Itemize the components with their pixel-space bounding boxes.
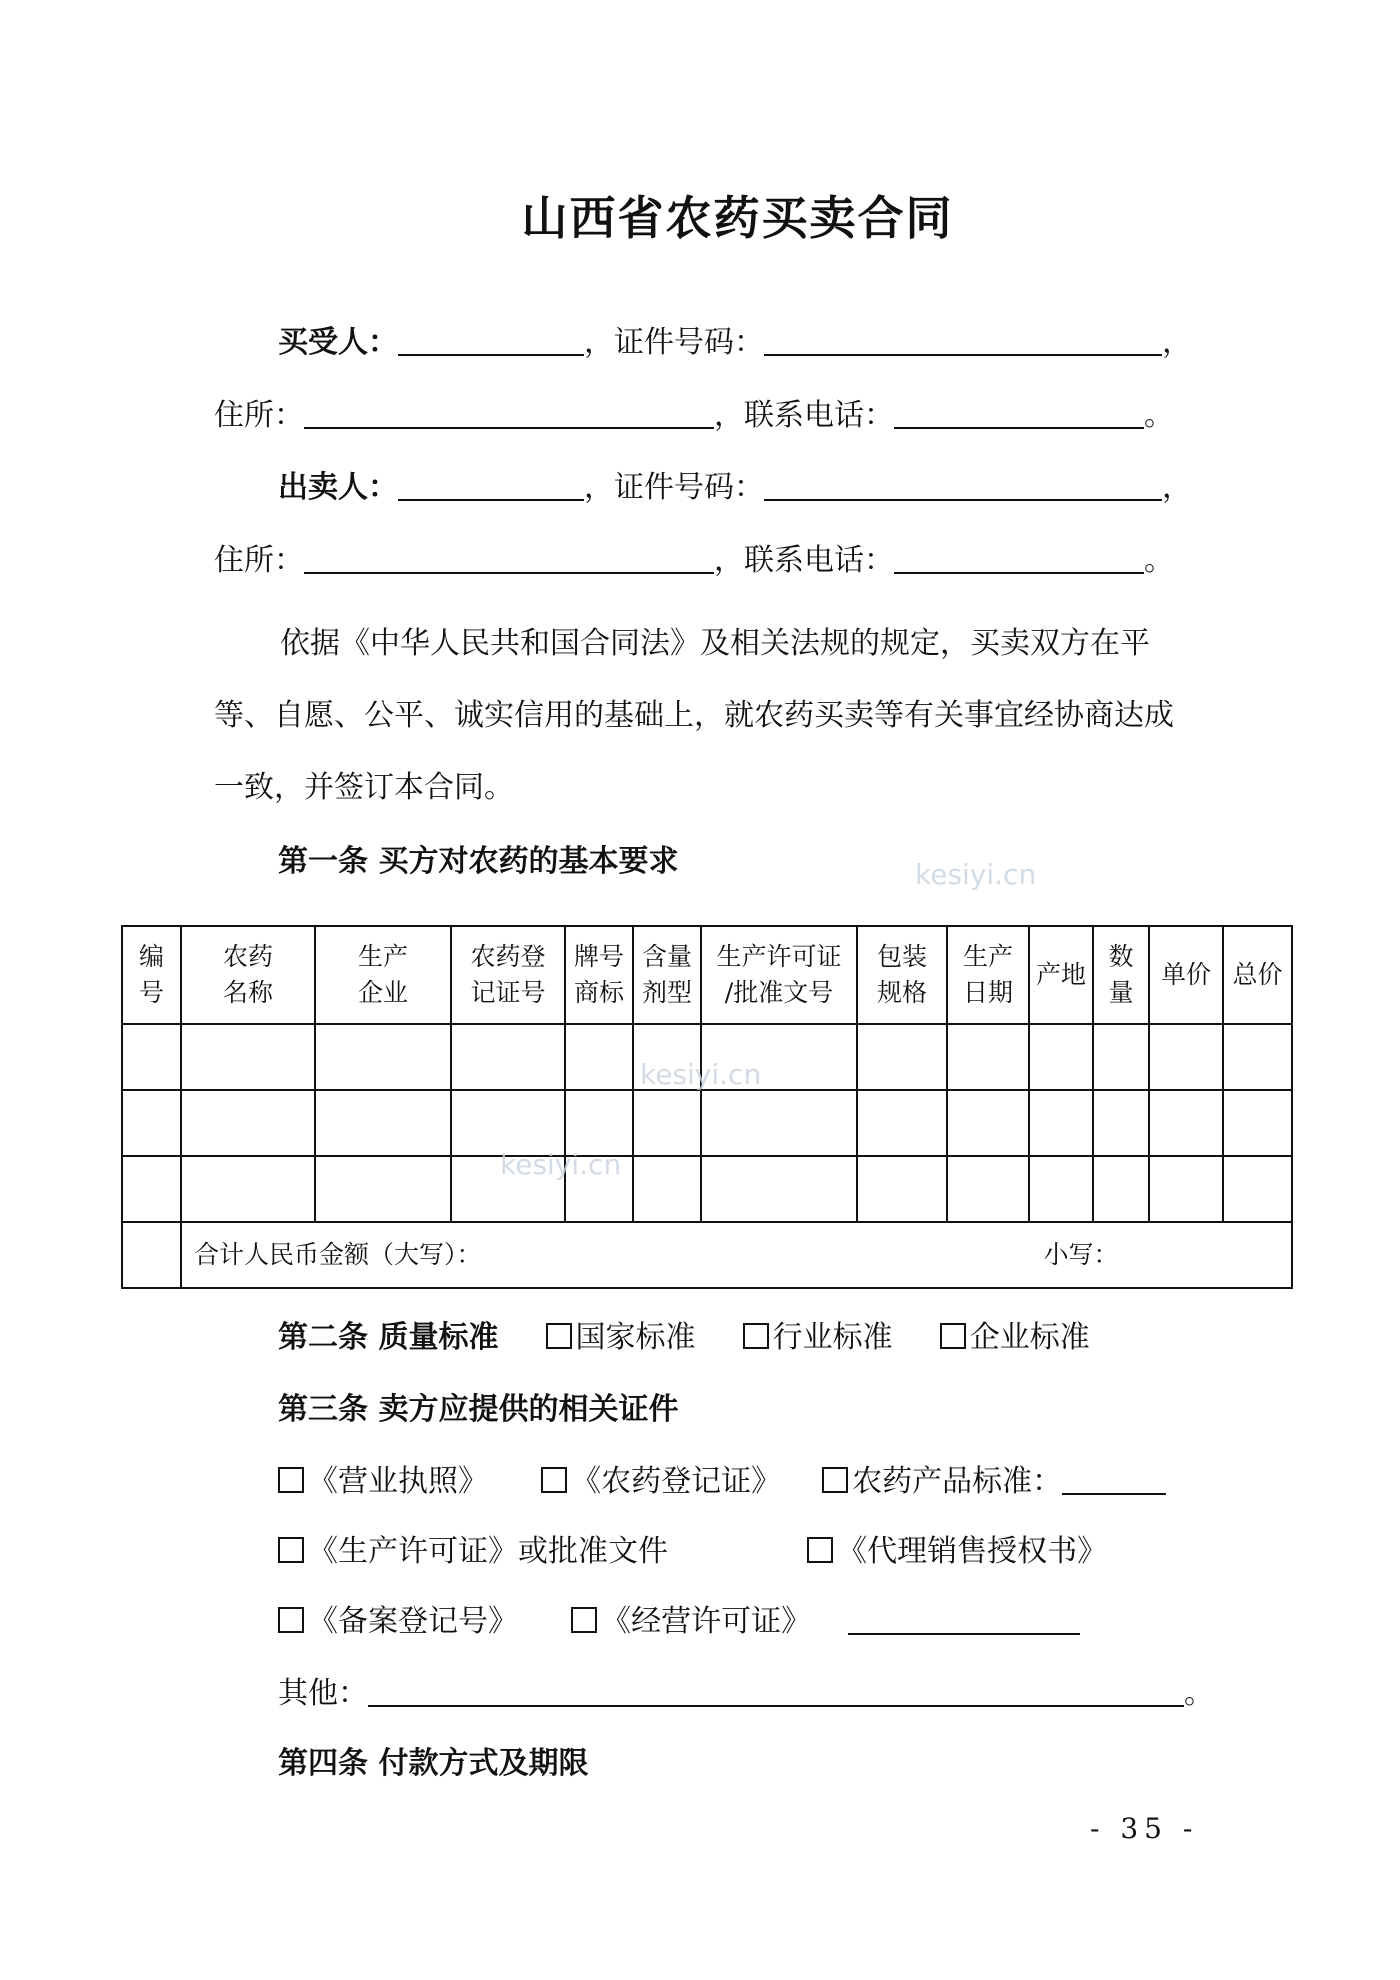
seller-id-label: ，证件号码： [584,470,764,505]
column-header-text: 号 [138,978,164,1007]
production-license-label: 《生产许可证》或批准文件 [308,1534,668,1569]
checkbox-icon[interactable] [571,1607,597,1633]
buyer-label: 买受人： [278,325,398,360]
column-header [181,926,315,1024]
checkbox-icon[interactable] [278,1537,304,1563]
column-header [565,926,633,1024]
table-cell[interactable] [1149,1024,1223,1090]
product-standard-option[interactable] [822,1464,1166,1499]
checkbox-icon[interactable] [546,1323,572,1349]
filing-registration-option[interactable] [278,1604,518,1639]
filing-registration-label: 《备案登记号》 [308,1604,518,1639]
article3-title: 第三条 卖方应提供的相关证件 [278,1392,679,1427]
seller-id-field[interactable] [764,469,1162,501]
column-header-text: 生产 [357,942,408,971]
column-header [857,926,947,1024]
column-header-text: 产地 [1035,960,1086,989]
seller-address-field[interactable] [304,542,714,574]
table-cell[interactable] [1223,1156,1292,1222]
table-cell[interactable] [181,1156,315,1222]
table-row [122,1156,1292,1222]
column-header [1223,926,1292,1024]
product-standard-field[interactable] [1062,1463,1166,1495]
table-cell[interactable] [315,1090,451,1156]
operating-license-label: 《经营许可证》 [601,1604,812,1639]
checkbox-icon[interactable] [940,1323,966,1349]
article2-title: 第二条 质量标准 [278,1320,499,1355]
table-cell[interactable] [122,1090,181,1156]
table-cell[interactable] [701,1090,857,1156]
column-header-text: 记证号 [470,978,546,1007]
table-cell[interactable] [451,1090,565,1156]
column-header-text: 规格 [876,978,927,1007]
column-header [701,926,857,1024]
buyer-address-field[interactable] [304,397,714,429]
table-cell[interactable] [947,1156,1029,1222]
buyer-phone-field[interactable] [894,397,1144,429]
other-field[interactable] [368,1675,1184,1707]
checkbox-icon[interactable] [743,1323,769,1349]
watermark-text: kesiyi.cn [915,858,1037,891]
column-header [633,926,701,1024]
operating-license-field[interactable] [848,1603,1080,1635]
buyer-phone-label: ，联系电话： [714,398,894,433]
checkbox-icon[interactable] [822,1467,848,1493]
column-header-text: 量 [1108,978,1134,1007]
docs-row-3 [278,1602,1080,1642]
buyer-id-field[interactable] [764,324,1162,356]
table-cell[interactable] [857,1156,947,1222]
column-header-text: 编 [138,942,164,971]
seller-phone-label: ，联系电话： [714,543,894,578]
table-cell[interactable] [1093,1024,1149,1090]
seller-name-field[interactable] [398,469,584,501]
checkbox-icon[interactable] [541,1467,567,1493]
table-cell[interactable] [451,1024,565,1090]
industry-standard-option[interactable] [743,1320,893,1355]
column-header-text: 总价 [1232,960,1283,989]
table-cell[interactable] [315,1024,451,1090]
column-header-text: 单价 [1160,960,1211,989]
column-header-text: 包装 [876,942,927,971]
enterprise-standard-option[interactable] [940,1320,1090,1355]
total-lowercase-label: 小写： [1043,1240,1119,1269]
column-header-text: 含量 [641,942,692,971]
table-cell[interactable] [1223,1024,1292,1090]
column-header-text: 数 [1108,942,1134,971]
production-license-option[interactable] [278,1534,668,1569]
column-header-text: 生产 [962,942,1013,971]
seller-line-end: ， [1162,470,1192,505]
table-cell[interactable] [857,1024,947,1090]
operating-license-option[interactable] [571,1604,811,1639]
column-header [315,926,451,1024]
table-cell[interactable] [633,1156,701,1222]
watermark-text: kesiyi.cn [500,1148,622,1181]
table-cell[interactable] [1223,1090,1292,1156]
table-cell[interactable] [181,1090,315,1156]
total-amount-cell[interactable] [181,1222,1292,1288]
seller-address-line [214,541,1174,581]
table-header-row [122,926,1292,1024]
seller-address-label: 住所： [214,543,304,578]
buyer-line [278,323,1192,363]
other-label: 其他： [278,1676,368,1711]
goods-table [121,925,1293,1289]
column-header-text: 商标 [573,978,624,1007]
industry-standard-label: 行业标准 [772,1320,893,1355]
other-end: 。 [1184,1676,1214,1711]
buyer-address-label: 住所： [214,398,304,433]
column-header [1093,926,1149,1024]
seller-phone-field[interactable] [894,542,1144,574]
sales-authorization-label: 《代理销售授权书》 [837,1534,1108,1569]
pesticide-registration-option[interactable] [541,1464,781,1499]
table-cell[interactable] [857,1090,947,1156]
docs-row-1 [278,1462,1166,1502]
checkbox-icon[interactable] [278,1467,304,1493]
table-cell[interactable] [1029,1156,1093,1222]
column-header [451,926,565,1024]
table-cell[interactable] [1029,1090,1093,1156]
business-license-label: 《营业执照》 [308,1464,488,1499]
table-cell[interactable] [122,1156,181,1222]
column-header-text: 剂型 [641,978,692,1007]
column-header-text: 农药登 [470,942,546,971]
buyer-name-field[interactable] [398,324,584,356]
table-cell[interactable] [633,1090,701,1156]
table-cell[interactable] [1093,1090,1149,1156]
table-cell[interactable] [315,1156,451,1222]
business-license-option[interactable] [278,1464,488,1499]
table-cell[interactable] [947,1024,1029,1090]
seller-label: 出卖人： [278,470,398,505]
other-line [278,1674,1214,1714]
column-header-text: 名称 [222,978,273,1007]
column-header-text: /批准文号 [724,978,834,1007]
checkbox-icon[interactable] [807,1537,833,1563]
table-cell[interactable] [181,1024,315,1090]
table-cell[interactable] [565,1090,633,1156]
table-cell[interactable] [1093,1156,1149,1222]
table-cell[interactable] [1029,1024,1093,1090]
buyer-address-end: 。 [1144,398,1174,433]
national-standard-label: 国家标准 [575,1320,696,1355]
page-title: 山西省农药买卖合同 [521,191,954,245]
column-header [122,926,181,1024]
table-cell[interactable] [565,1024,633,1090]
column-header-text: 生产许可证 [716,942,842,971]
checkbox-icon[interactable] [278,1607,304,1633]
intro-paragraph: 依据《中华人民共和国合同法》及相关法规的规定，买卖双方在平等、自愿、公平、诚实信用的基础上，就农药买卖等有关事宜经协商达成一致，并签订本合同。 [214,626,1174,805]
column-header-text: 农药 [222,942,273,971]
table-cell[interactable] [1149,1156,1223,1222]
column-header-text: 牌号 [573,942,624,971]
column-header [947,926,1029,1024]
table-cell[interactable] [122,1222,181,1288]
buyer-address-line [214,396,1174,436]
table-cell[interactable] [701,1156,857,1222]
column-header [1149,926,1223,1024]
seller-line [278,468,1192,508]
docs-row-2 [278,1532,1107,1572]
total-row [122,1222,1292,1288]
page-number: - 35 - [1090,1812,1199,1845]
column-header [1029,926,1093,1024]
watermark-text: kesiyi.cn [640,1058,762,1091]
product-standard-label: 农药产品标准： [852,1464,1063,1499]
column-header-text: 日期 [962,978,1013,1007]
table-cell[interactable] [1149,1090,1223,1156]
enterprise-standard-label: 企业标准 [969,1320,1090,1355]
buyer-line-end: ， [1162,325,1192,360]
total-uppercase-label: 合计人民币金额（大写）： [194,1240,482,1269]
sales-authorization-option[interactable] [807,1534,1107,1569]
column-header-text: 企业 [357,978,408,1007]
pesticide-registration-label: 《农药登记证》 [571,1464,782,1499]
buyer-id-label: ，证件号码： [584,325,764,360]
national-standard-option[interactable] [546,1320,696,1355]
seller-address-end: 。 [1144,543,1174,578]
table-cell[interactable] [122,1024,181,1090]
article1-title: 第一条 买方对农药的基本要求 [278,844,679,879]
article4-title: 第四条 付款方式及期限 [278,1746,589,1781]
article2-line [278,1318,1090,1358]
table-row [122,1090,1292,1156]
table-cell[interactable] [947,1090,1029,1156]
